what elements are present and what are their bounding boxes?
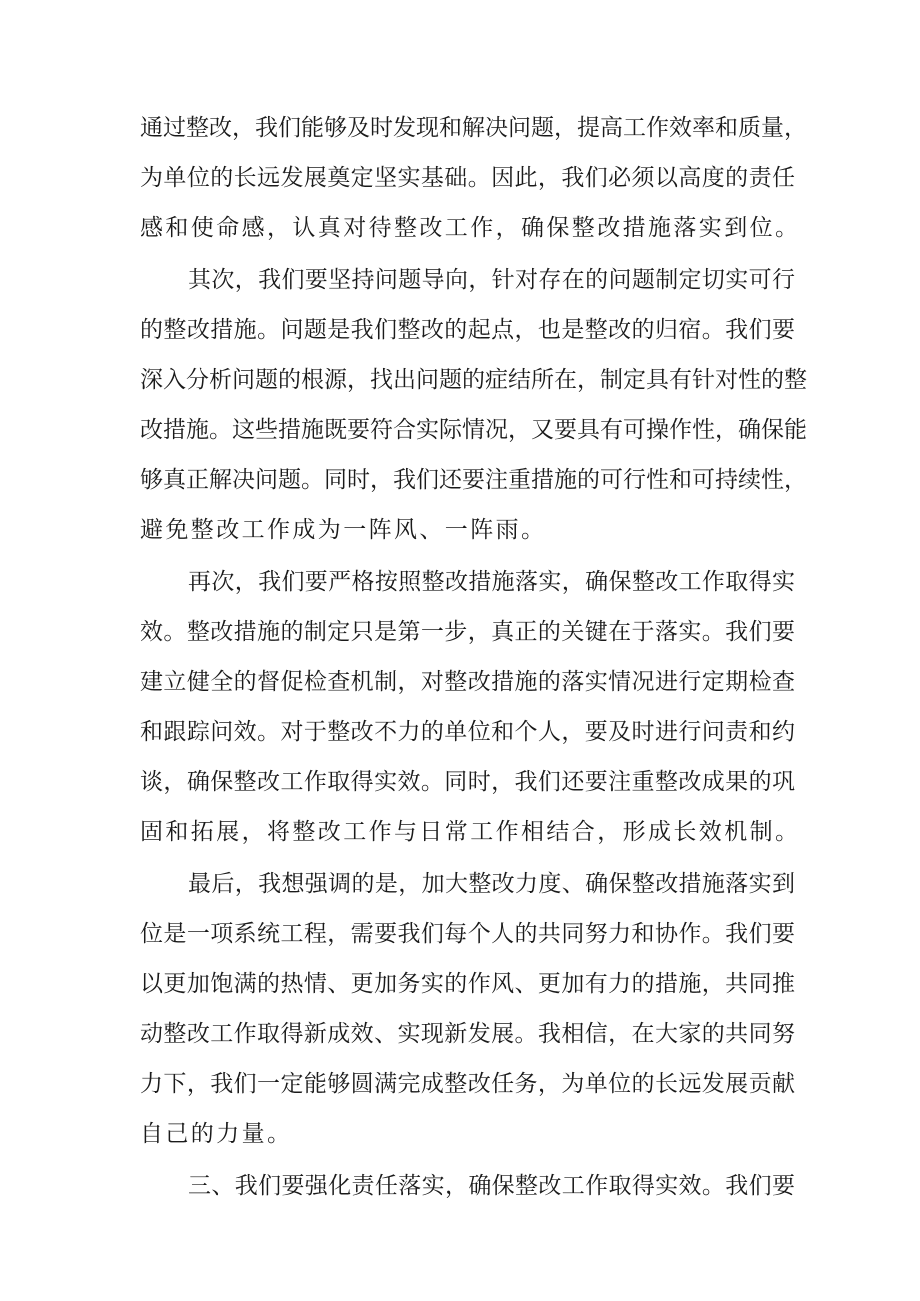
text-line: 感和使命感，认真对待整改工作，确保整改措施落实到位。 <box>140 215 801 241</box>
text-line: 固和拓展，将整改工作与日常工作相结合，形成长效机制。 <box>140 819 801 845</box>
text-line: 避免整改工作成为一阵风、一阵雨。 <box>140 517 547 543</box>
text-line: 谈 ， 确 保 整 改 工 作 取 得 实 效 。 同 时 ， 我 们 还 要 注 重 整 改 成 果 的 巩 <box>140 769 795 795</box>
text-line: 动 整 改 工 作 取 得 新 成 效 、 实 现 新 发 展 。 我 相 信 ， 在 大 家 的 共 同 努 <box>140 1021 795 1047</box>
text-line: 通 过 整 改 ， 我 们 能 够 及 时 发 现 和 解 决 问 题 ， 提 高 工 作 效 率 和 质 量 ， <box>140 115 807 141</box>
paragraph-first-line: 再 次 ， 我 们 要 严 格 按 照 整 改 措 施 落 实 ， 确 保 整 改 工 作 取 得 实 <box>188 569 795 595</box>
paragraph-first-line: 其 次 ， 我 们 要 坚 持 问 题 导 向 ， 针 对 存 在 的 问 题 制 定 切 实 可 行 <box>188 267 795 293</box>
text-line: 力 下 ， 我 们 一 定 能 够 圆 满 完 成 整 改 任 务 ， 为 单 位 的 长 远 发 展 贡 献 <box>140 1071 795 1097</box>
text-line: 够 真 正 解 决 问 题 。 同 时 ， 我 们 还 要 注 重 措 施 的 可 行 性 和 可 持 续 性 ， <box>140 467 807 493</box>
text-line: 以 更 加 饱 满 的 热 情 、 更 加 务 实 的 作 风 、 更 加 有 力 的 措 施 ， 共 同 推 <box>140 971 795 997</box>
text-line: 和 跟 踪 问 效 。 对 于 整 改 不 力 的 单 位 和 个 人 ， 要 及 时 进 行 问 责 和 约 <box>140 719 795 745</box>
text-line: 自己的力量。 <box>140 1121 293 1147</box>
text-line: 深 入 分 析 问 题 的 根 源 ， 找 出 问 题 的 症 结 所 在 ， 制 定 具 有 针 对 性 的 整 <box>140 367 807 393</box>
text-line: 的 整 改 措 施 。 问 题 是 我 们 整 改 的 起 点 ， 也 是 整 改 的 归 宿 。 我 们 要 <box>140 317 795 343</box>
text-line: 建 立 健 全 的 督 促 检 查 机 制 ， 对 整 改 措 施 的 落 实 情 况 进 行 定 期 检 查 <box>140 669 795 695</box>
paragraph-first-line: 三 、 我 们 要 强 化 责 任 落 实 ， 确 保 整 改 工 作 取 得 实 效 。 我 们 要 <box>188 1173 795 1199</box>
text-line: 为 单 位 的 长 远 发 展 奠 定 坚 实 基 础 。 因 此 ， 我 们 必 须 以 高 度 的 责 任 <box>140 165 795 191</box>
text-line: 效 。 整 改 措 施 的 制 定 只 是 第 一 步 ， 真 正 的 关 键 在 于 落 实 。 我 们 要 <box>140 619 795 645</box>
paragraph-first-line: 最 后 ， 我 想 强 调 的 是 ， 加 大 整 改 力 度 、 确 保 整 改 措 施 落 实 到 <box>188 871 795 897</box>
text-line: 位 是 一 项 系 统 工 程 ， 需 要 我 们 每 个 人 的 共 同 努 力 和 协 作 。 我 们 要 <box>140 921 795 947</box>
text-line: 改 措 施 。 这 些 措 施 既 要 符 合 实 际 情 况 ， 又 要 具 有 可 操 作 性 ， 确 保 能 <box>140 417 807 443</box>
